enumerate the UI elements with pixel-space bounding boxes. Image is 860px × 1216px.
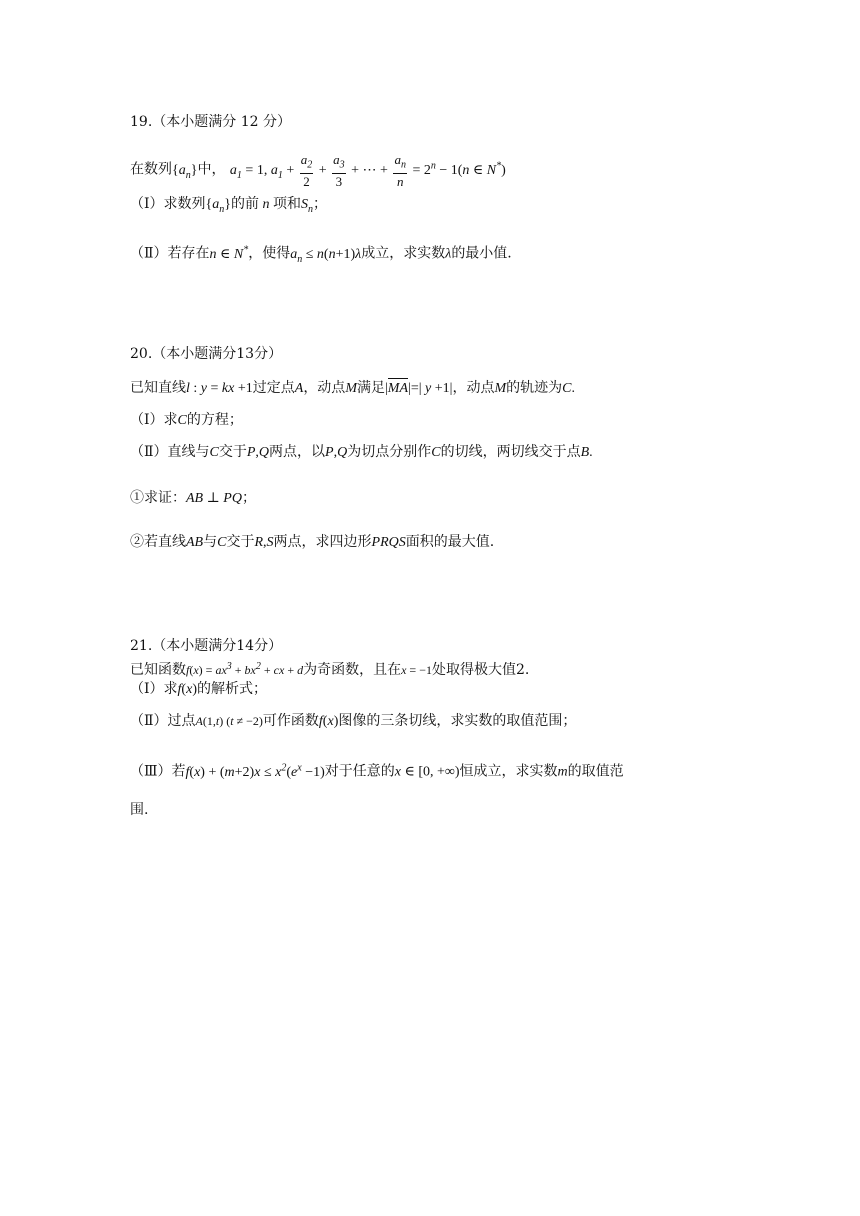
part-label: （Ⅱ） (130, 245, 168, 262)
part-label: （Ⅰ） (130, 412, 164, 428)
part-text: 的前 (231, 196, 259, 212)
part-text: 的解析式； (196, 681, 267, 697)
problem-20-intro (130, 378, 575, 399)
problem-20-part-1 (130, 410, 243, 431)
part-text: 两点，以 (269, 444, 326, 460)
sub-text: ①求证： (130, 490, 186, 506)
part-label: （Ⅱ） (130, 444, 168, 460)
part-text: 图像的三条切线，求实数的取值范围； (338, 713, 577, 729)
part-text: 求 (163, 681, 178, 697)
formula: C (177, 413, 187, 428)
part-text: 的最小值. (451, 245, 512, 262)
part-text: ，使得 (248, 245, 291, 262)
intro-text: 为奇函数，且在 (303, 662, 402, 678)
part-text: 直线与 (167, 444, 210, 460)
problem-19-part-2 (130, 240, 512, 269)
sub-text: 交于 (226, 534, 255, 550)
intro-text: 处取得极大值2. (431, 662, 530, 678)
problem-20-header: 20.（本小题满分13分） (130, 346, 283, 362)
intro-text: 过定点 (252, 380, 295, 396)
problem-21-header: 21.（本小题满分14分） (130, 638, 283, 654)
part-text: 为切点分别作 (347, 444, 432, 460)
intro-text: 的轨迹为 (506, 380, 563, 396)
formula: A (294, 381, 304, 396)
problem-20-part-2 (130, 442, 593, 463)
part-text: 若 (171, 763, 186, 780)
formula: n (259, 197, 273, 212)
formula: |MA|=| y +1| (385, 381, 452, 396)
formula: R,S (254, 535, 274, 550)
sub-text: 与 (203, 534, 218, 550)
formula: $S_n$ (301, 197, 313, 215)
part-label: （Ⅲ） (130, 763, 172, 780)
formula: f(x) (177, 682, 197, 697)
part-text: 交于 (218, 444, 247, 460)
part-text: 若存在 (167, 245, 210, 262)
part-text: 成立，求实数 (361, 245, 446, 262)
part-text: 的取值范 (567, 763, 624, 780)
problem-19-header: 19.（本小题满分 12 分） (130, 114, 291, 130)
part-text: 可作函数 (262, 713, 319, 729)
intro-text: 已知直线 (130, 380, 186, 396)
formula: AB (186, 535, 204, 550)
part-text: 项和 (273, 196, 301, 212)
part-text: 过点 (167, 713, 196, 729)
problem-19-part-1 (130, 194, 327, 220)
part-text: 求数列 (163, 196, 206, 212)
problem-19-intro-prefix: 在数列 (130, 161, 172, 178)
formula: n ∈ N* (209, 244, 249, 262)
problem-20-sub-2 (130, 532, 494, 553)
formula: AB ⊥ PQ (186, 491, 242, 506)
formula: λ (445, 246, 452, 262)
sub-text: ②若直线 (130, 534, 186, 550)
problem-19-intro-mid: 中， (197, 161, 226, 178)
problem-21-part-2 (130, 711, 576, 732)
part-text: 的方程； (186, 412, 243, 428)
formula: x = −1 (401, 663, 432, 677)
sub-text: 面积的最大值. (405, 534, 495, 550)
problem-19-intro (130, 146, 506, 189)
intro-text: ，动点 (303, 380, 346, 396)
formula: M (494, 381, 507, 396)
intro-text: ，动点 (452, 380, 495, 396)
formula: x ∈ [0, +∞) (394, 764, 460, 780)
formula: B. (580, 445, 593, 460)
problem-21-part-3 (130, 758, 624, 783)
formula: $a_n \le n(n+1)\lambda$ (290, 246, 362, 265)
formula: M (345, 381, 357, 396)
recurrence-formula: $a_1 = 1$, $a_1$ + $\frac{a_2}{2}$ + $\frac{a_3}{3}$ + ⋯ + $\frac{a_n}{n}$ = $2^n - 1(n$ ∈ N*) (229, 152, 506, 189)
part-label: （Ⅱ） (130, 713, 168, 729)
problem-21-part-1 (130, 679, 267, 700)
formula: $f(x) + (m+2)x \le x^2(e^x -1)$ (185, 762, 325, 780)
problem-21-intro (130, 657, 529, 680)
formula: $\{a_n\}$ (172, 162, 198, 181)
part-text: ； (313, 196, 327, 212)
formula: $\{a_n\}$ (205, 197, 231, 215)
part-text: 的切线，两切线交于点 (440, 444, 581, 460)
formula: C (209, 445, 219, 460)
formula: P,Q (246, 445, 270, 460)
formula: $f(x) = ax^3 + bx^2$ + cx + d (186, 661, 304, 677)
formula: f(x) (318, 714, 339, 729)
formula: A(1,t) (t ≠ −2) (195, 714, 263, 728)
problem-20-sub-1 (130, 488, 256, 509)
formula: PRQS (371, 535, 406, 550)
formula: l : y = kx +1 (186, 381, 253, 396)
formula: m (557, 764, 568, 780)
sub-text: ； (241, 490, 256, 506)
part-text: 求 (163, 412, 178, 428)
problem-21-part-3-cont: 围. (130, 802, 149, 818)
part-label: （Ⅰ） (130, 681, 164, 697)
part-text: 恒成立，求实数 (459, 763, 558, 780)
part-label: （Ⅰ） (130, 196, 164, 212)
formula: C (431, 445, 441, 460)
formula: C. (562, 381, 575, 396)
intro-text: 满足 (356, 380, 385, 396)
intro-text: 已知函数 (130, 662, 186, 678)
formula: C (217, 535, 227, 550)
sub-text: 两点，求四边形 (273, 534, 372, 550)
formula: P,Q (325, 445, 348, 460)
part-text: 对于任意的 (324, 763, 395, 780)
